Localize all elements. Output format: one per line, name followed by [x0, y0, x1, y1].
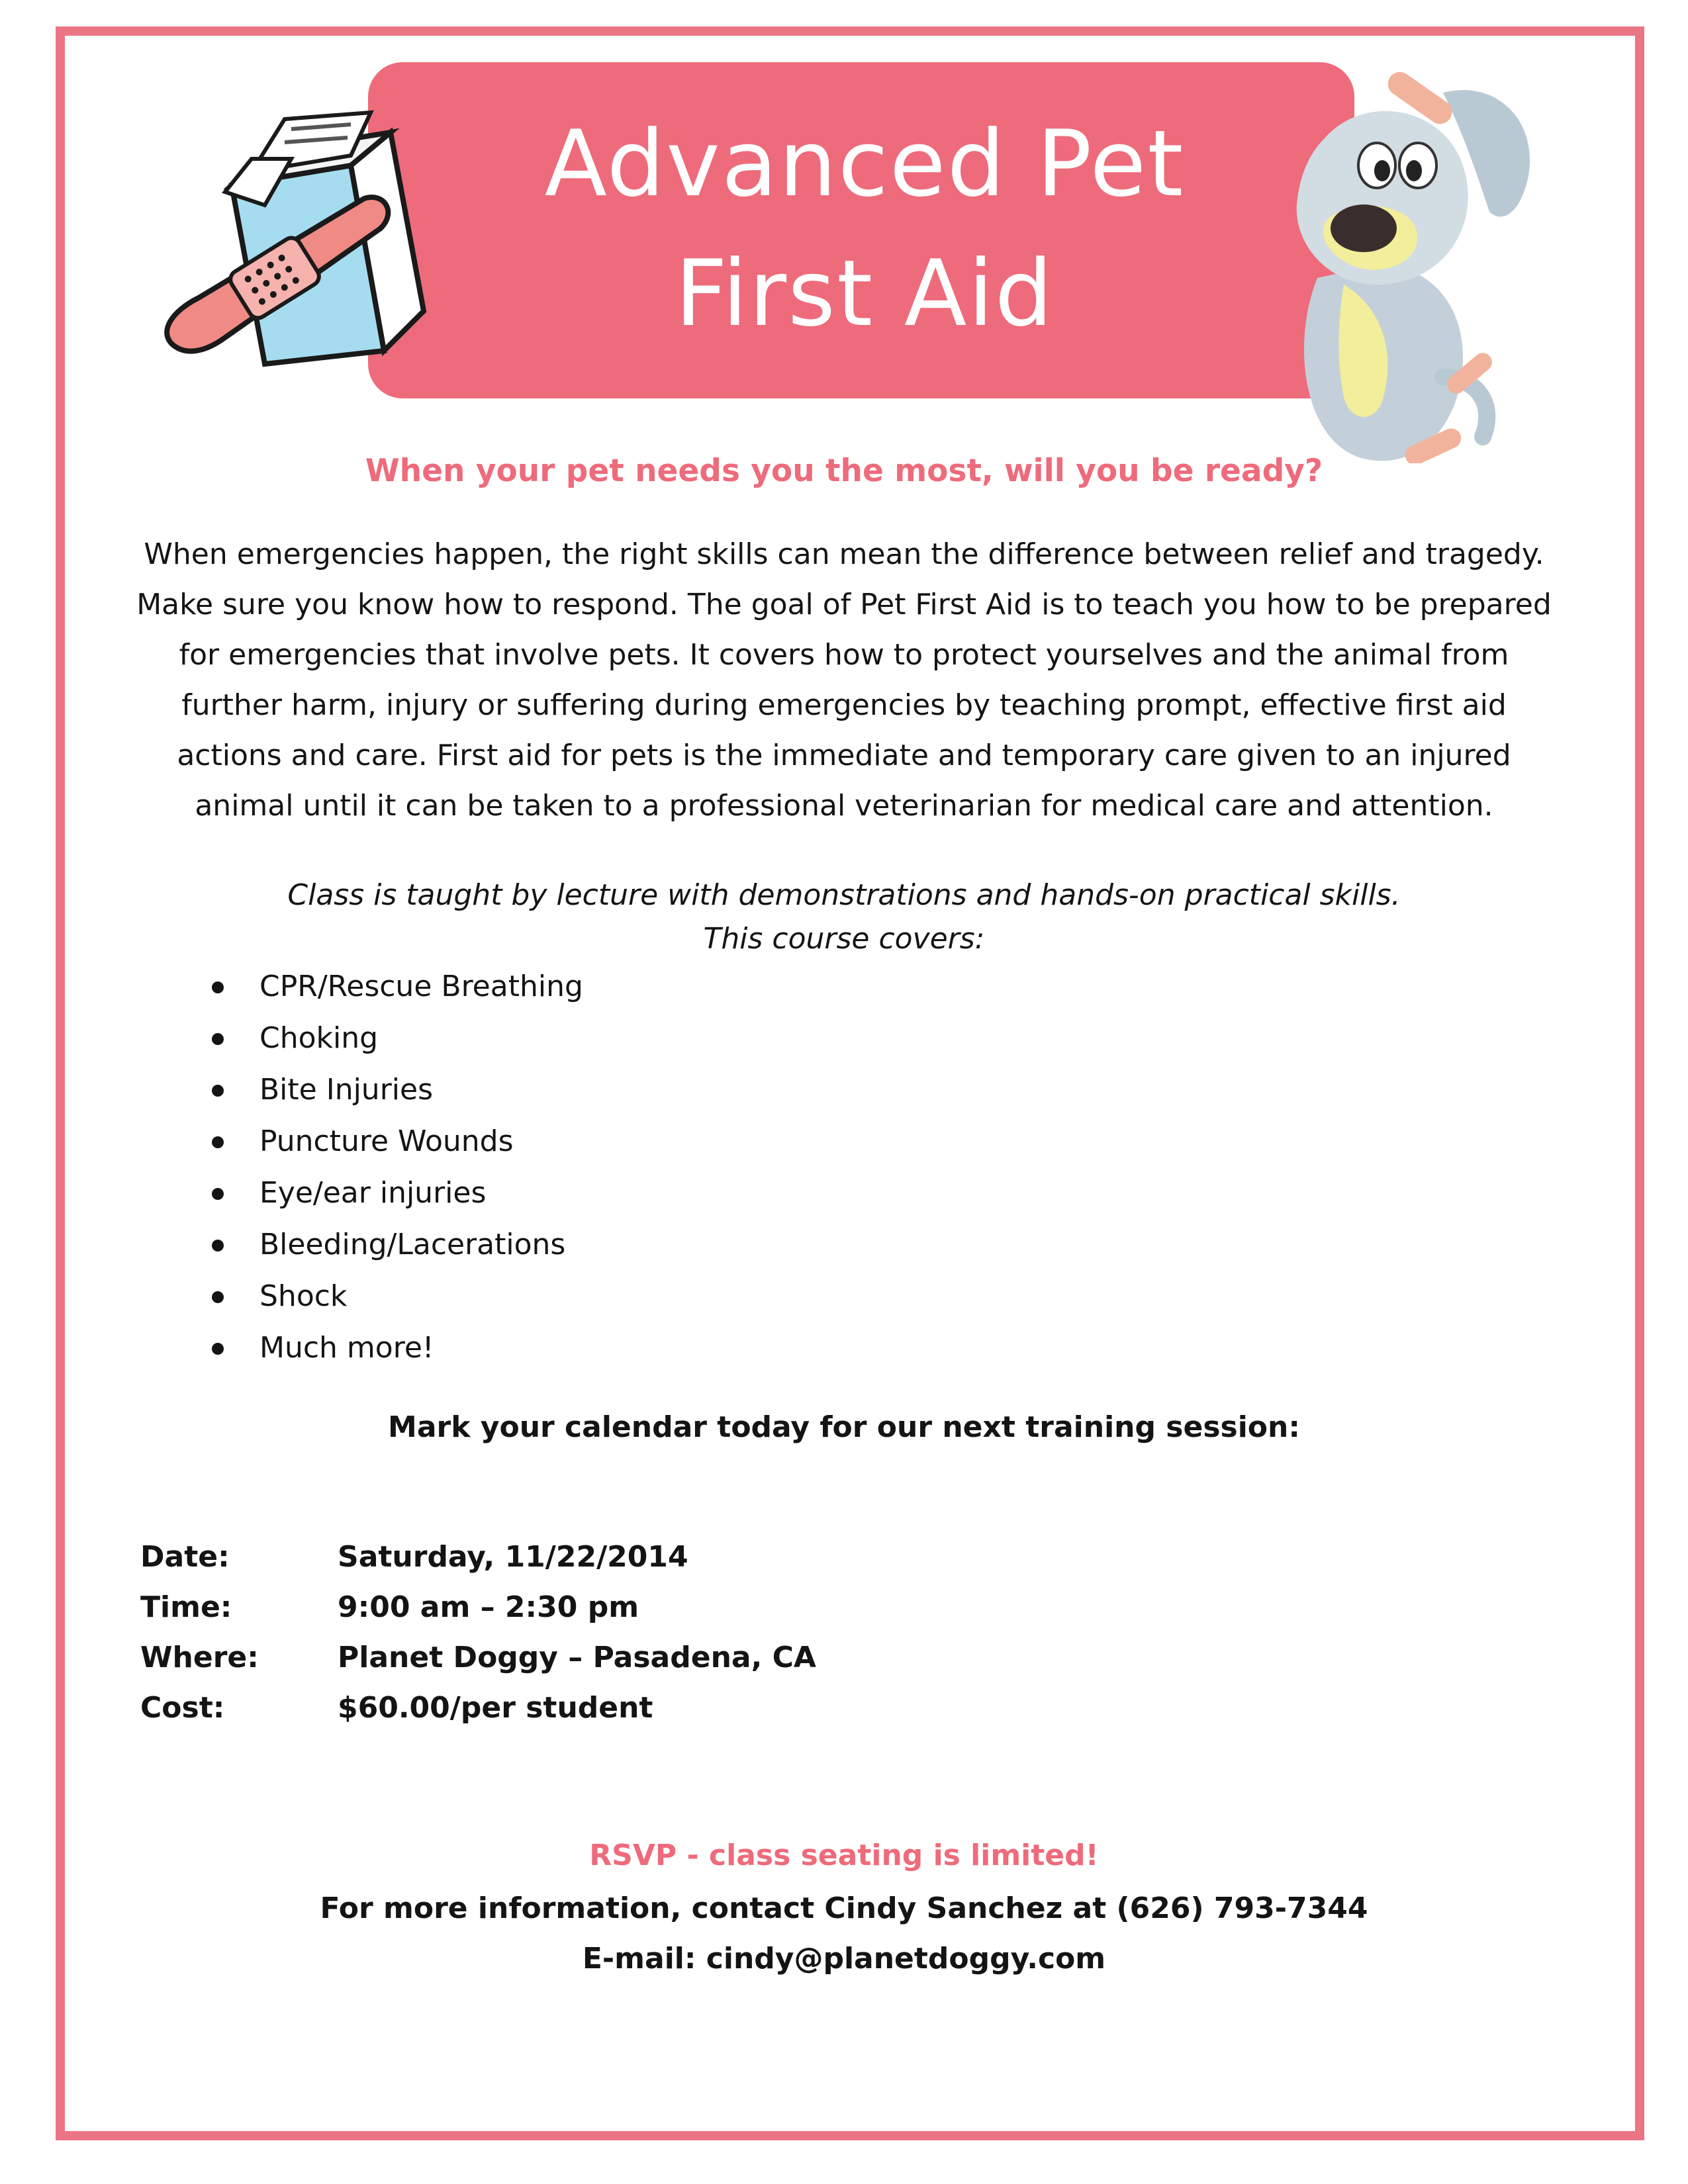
where-row	[140, 1633, 816, 1683]
title-line-2: First Aid	[675, 240, 1055, 347]
date-row	[140, 1532, 816, 1582]
where-value: Planet Doggy – Pasadena, CA	[338, 1641, 816, 1674]
cost-label: Cost:	[140, 1691, 225, 1725]
list-item: Choking	[199, 1013, 583, 1064]
page-title	[368, 99, 1361, 359]
bandage-icon	[152, 179, 404, 377]
course-method	[132, 874, 1556, 961]
method-line: Class is taught by lecture with demonstrations and hands-on practical skills.	[287, 878, 1401, 912]
contact-info	[132, 1884, 1556, 1984]
tagline: When your pet needs you the most, will you be ready?	[365, 453, 1323, 489]
cost-row	[140, 1683, 816, 1733]
calendar-heading: Mark your calendar today for our next training session:	[388, 1410, 1300, 1444]
time-value: 9:00 am – 2:30 pm	[338, 1590, 639, 1624]
where-label: Where:	[140, 1641, 259, 1674]
date-value: Saturday, 11/22/2014	[338, 1540, 688, 1574]
title-line-1: Advanced Pet	[544, 111, 1185, 217]
time-row	[140, 1582, 816, 1633]
session-details	[140, 1532, 816, 1733]
list-item: Bite Injuries	[199, 1064, 583, 1116]
list-item: Bleeding/Lacerations	[199, 1219, 583, 1271]
list-item: Much more!	[199, 1322, 583, 1374]
rsvp-notice: RSVP - class seating is limited!	[589, 1839, 1099, 1872]
date-label: Date:	[140, 1540, 230, 1574]
list-item: Shock	[199, 1271, 583, 1322]
list-item: Puncture Wounds	[199, 1116, 583, 1167]
contact-email-line: E-mail: cindy@planetdoggy.com	[582, 1942, 1106, 1976]
time-label: Time:	[140, 1590, 232, 1624]
topic-list	[199, 961, 583, 1374]
list-item: Eye/ear injuries	[199, 1167, 583, 1219]
list-item: CPR/Rescue Breathing	[199, 961, 583, 1013]
cost-value: $60.00/per student	[338, 1691, 653, 1725]
contact-phone-line: For more information, contact Cindy Sanchez at (626) 793-7344	[320, 1891, 1368, 1925]
course-covers-label: This course covers:	[703, 922, 985, 956]
intro-paragraph: When emergencies happen, the right skills can mean the difference between relief and tragedy. Make sure you know how to respond. The goal of Pet First Aid is to teach you how to be prepared for emergencies that involve pets. It covers how to protect yourselves and the animal from further harm, injury or suffering during emergencies by teaching prompt, effective first aid actions and care. First aid for pets is the immediate and temporary care given to an injured animal until it can be taken to a professional veterinarian for medical care and attention.	[136, 537, 1552, 823]
